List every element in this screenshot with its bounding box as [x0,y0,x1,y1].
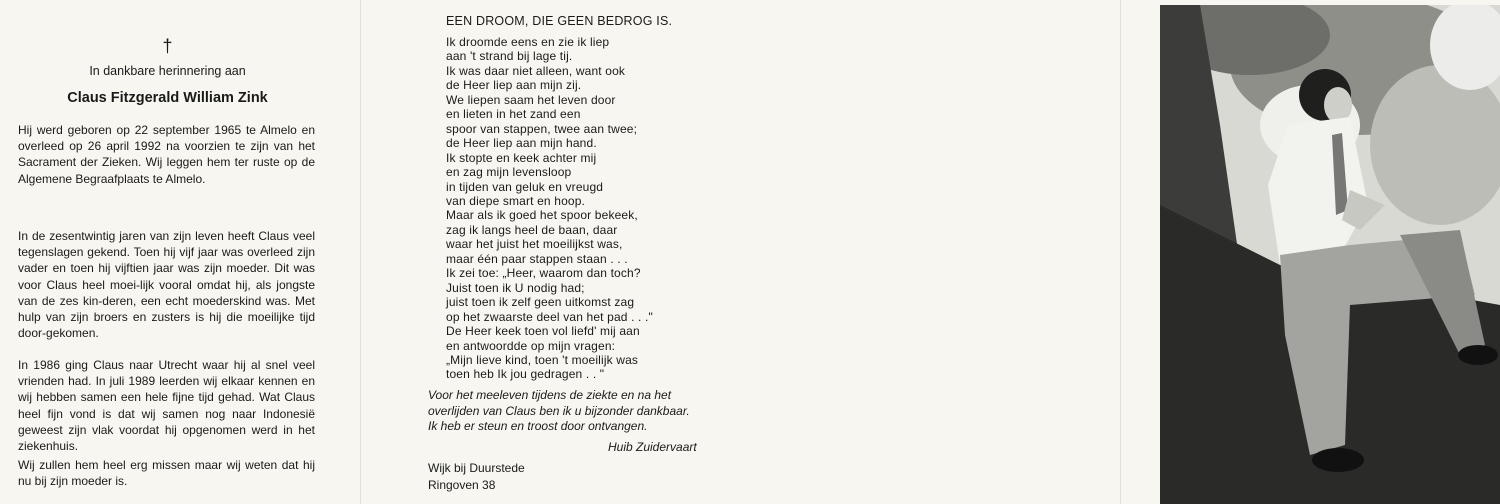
poem-title: EEN DROOM, DIE GEEN BEDROG IS. [446,14,673,28]
address-line: Wijk bij Duurstede [428,461,525,475]
poem-line: „Mijn lieve kind, toen 't moeilijk was [446,352,639,367]
poem-line: Ik zei toe: „Heer, waarom dan toch? [446,266,641,281]
poem-line: Juist toen ik U nodig had; [446,280,585,295]
paragraph-utrecht: In 1986 ging Claus naar Utrecht waar hij al snel veel vrienden had. In juli 1989 leerden wij elkaar kennen en wij hebben samen een hele fijne tijd gehad. Wat Claus heel fijn vond is dat wij samen nog naar Indonesië geweest zijn vlak voordat hij opgenomen werd in het ziekenhuis. [18,358,315,454]
thanks-line: Ik heb er steun en troost door ontvangen. [428,419,648,433]
cross-icon: † [162,36,173,56]
poem-line: Ik was daar niet alleen, want ook [446,63,626,78]
poem-line: maar één paar stappen staan . . . [446,251,628,266]
poem-line: zag ik langs heel de baan, daar [446,222,618,237]
poem-line: van diepe smart en hoop. [446,193,586,208]
poem-line: en antwoordde op mijn vragen: [446,338,616,353]
portrait-photo [1160,5,1500,504]
address [428,460,525,493]
poem-line: Ik stopte en keek achter mij [446,150,597,165]
deceased-name: Claus Fitzgerald William Zink [67,90,268,106]
signature: Huib Zuidervaart [608,440,697,454]
paragraph-closing: Wij zullen hem heel erg missen maar wij weten dat hij nu bij zijn moeder is. [18,458,315,489]
poem-line: en zag mijn levensloop [446,165,572,180]
poem-line: en lieten in het zand een [446,107,581,122]
poem-line: toen heb Ik jou gedragen . . " [446,367,605,382]
intro-text: In dankbare herinnering aan [89,64,246,78]
poem-line: de Heer liep aan mijn hand. [446,136,597,151]
address-line: Ringoven 38 [428,477,496,492]
poem-line: We liepen saam het leven door [446,92,616,107]
thanks-line: overlijden van Claus ben ik u bijzonder dankbaar. [428,403,690,418]
poem-line: in tijden van geluk en vreugd [446,179,604,194]
thanks-text [428,388,733,435]
poem-line: waar het juist het moeilijkst was, [446,237,623,252]
left-panel [0,0,360,504]
poem-line: De Heer keek toen vol liefd' mij aan [446,324,640,339]
poem [446,35,653,382]
poem-line: de Heer liep aan mijn zij. [446,78,582,93]
poem-line: op het zwaarste deel van het pad . . ." [446,309,653,324]
photo-panel [1120,0,1500,504]
paragraph-birth-death: Hij werd geboren op 22 september 1965 te Almelo en overleed op 26 april 1992 na voorzien te zijn van het Sacrament der Zieken. Wij leggen hem ter ruste op de Algemene Begraafplaats te Almelo. [18,123,315,186]
paragraph-life: In de zesentwintig jaren van zijn leven heeft Claus veel tegenslagen gekend. Toen hij vijf jaar was overleed zijn vader en toen hij vijftien jaar was zijn moeder. Dit was voor Claus heel moei-lijk vooral omdat hij, als jongste van de zes kin-deren, een echt moederskind was. Met hulp van zijn broers en zusters is hij die moeilijke tijd door-gekomen. [18,229,315,341]
blank-panel [750,0,1120,504]
poem-line: juist toen ik zelf geen uitkomst zag [446,295,635,310]
poem-line: aan 't strand bij lage tij. [446,49,573,64]
middle-panel [360,0,750,504]
poem-line: spoor van stappen, twee aan twee; [446,121,638,136]
poem-line: Ik droomde eens en zie ik liep [446,35,610,49]
poem-line: Maar als ik goed het spoor bekeek, [446,208,638,223]
thanks-line: Voor het meeleven tijdens de ziekte en na het [428,388,672,402]
